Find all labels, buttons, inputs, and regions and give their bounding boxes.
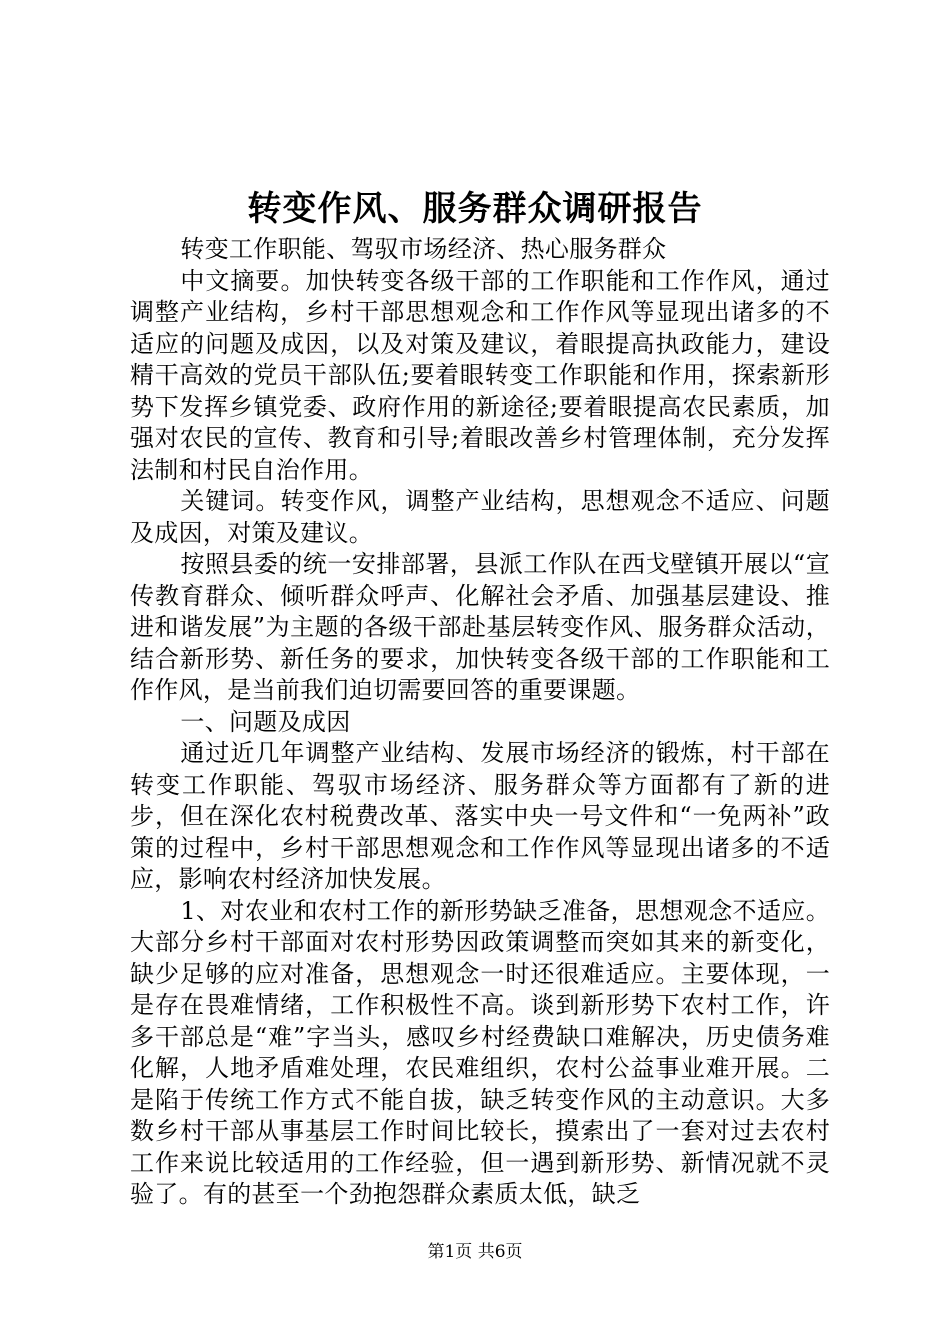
body-paragraph: 1、对农业和农村工作的新形势缺乏准备，思想观念不适应。大部分乡村干部面对农村形势因政策调整而突如其来的新变化，缺少足够的应对准备，思想观念一时还很难适应。主要体现，一是存在畏难情绪，工作积极性不高。谈到新形势下农村工作，许多干部总是“难”字当头，感叹乡村经费缺口难解决，历史债务难化解，人地矛盾难处理，农民难组织，农村公益事业难开展。二是陷于传统工作方式不能自拔，缺乏转变作风的主动意识。大多数乡村干部从事基层工作时间比较长，摸索出了一套对过去农村工作来说比较适用的工作经验，但一遇到新形势、新情况就不灵验了。有的甚至一个劲抱怨群众素质太低，缺乏 [130,896,830,1208]
document-body [130,234,830,1211]
section-heading: 一、问题及成因 [180,707,351,736]
body-paragraph: 通过近几年调整产业结构、发展市场经济的锻炼，村干部在转变工作职能、驾驭市场经济、服务群众等方面都有了新的进步，但在深化农村税费改革、落实中央一号文件和“一免两补”政策的过程中，乡村干部思想观念和工作作风等显现出诸多的不适应，影响农村经济加快发展。 [130,739,830,893]
page-footer: 第1页 共6页 [427,1242,523,1262]
abstract-paragraph: 中文摘要。加快转变各级干部的工作职能和工作作风，通过调整产业结构，乡村干部思想观念和工作作风等显现出诸多的不适应的问题及成因，以及对策及建议，着眼提高执政能力，建设精干高效的党员干部队伍;要着眼转变工作职能和作用，探索新形势下发挥乡镇党委、政府作用的新途径;要着眼提高农民素质，加强对农民的宣传、教育和引导;着眼改善乡村管理体制，充分发挥法制和村民自治作用。 [130,266,830,484]
document-title: 转变作风、服务群众调研报告 [247,189,703,229]
intro-paragraph: 按照县委的统一安排部署，县派工作队在西戈壁镇开展以“宣传教育群众、倾听群众呼声、化解社会矛盾、加强基层建设、推进和谐发展”为主题的各级干部赴基层转变作风、服务群众活动，结合新形势、新任务的要求，加快转变各级干部的工作职能和工作作风，是当前我们迫切需要回答的重要课题。 [130,550,830,704]
keywords-paragraph: 关键词。转变作风，调整产业结构，思想观念不适应、问题及成因，对策及建议。 [130,487,830,547]
subtitle-paragraph: 转变工作职能、驾驭市场经济、热心服务群众 [180,235,667,263]
